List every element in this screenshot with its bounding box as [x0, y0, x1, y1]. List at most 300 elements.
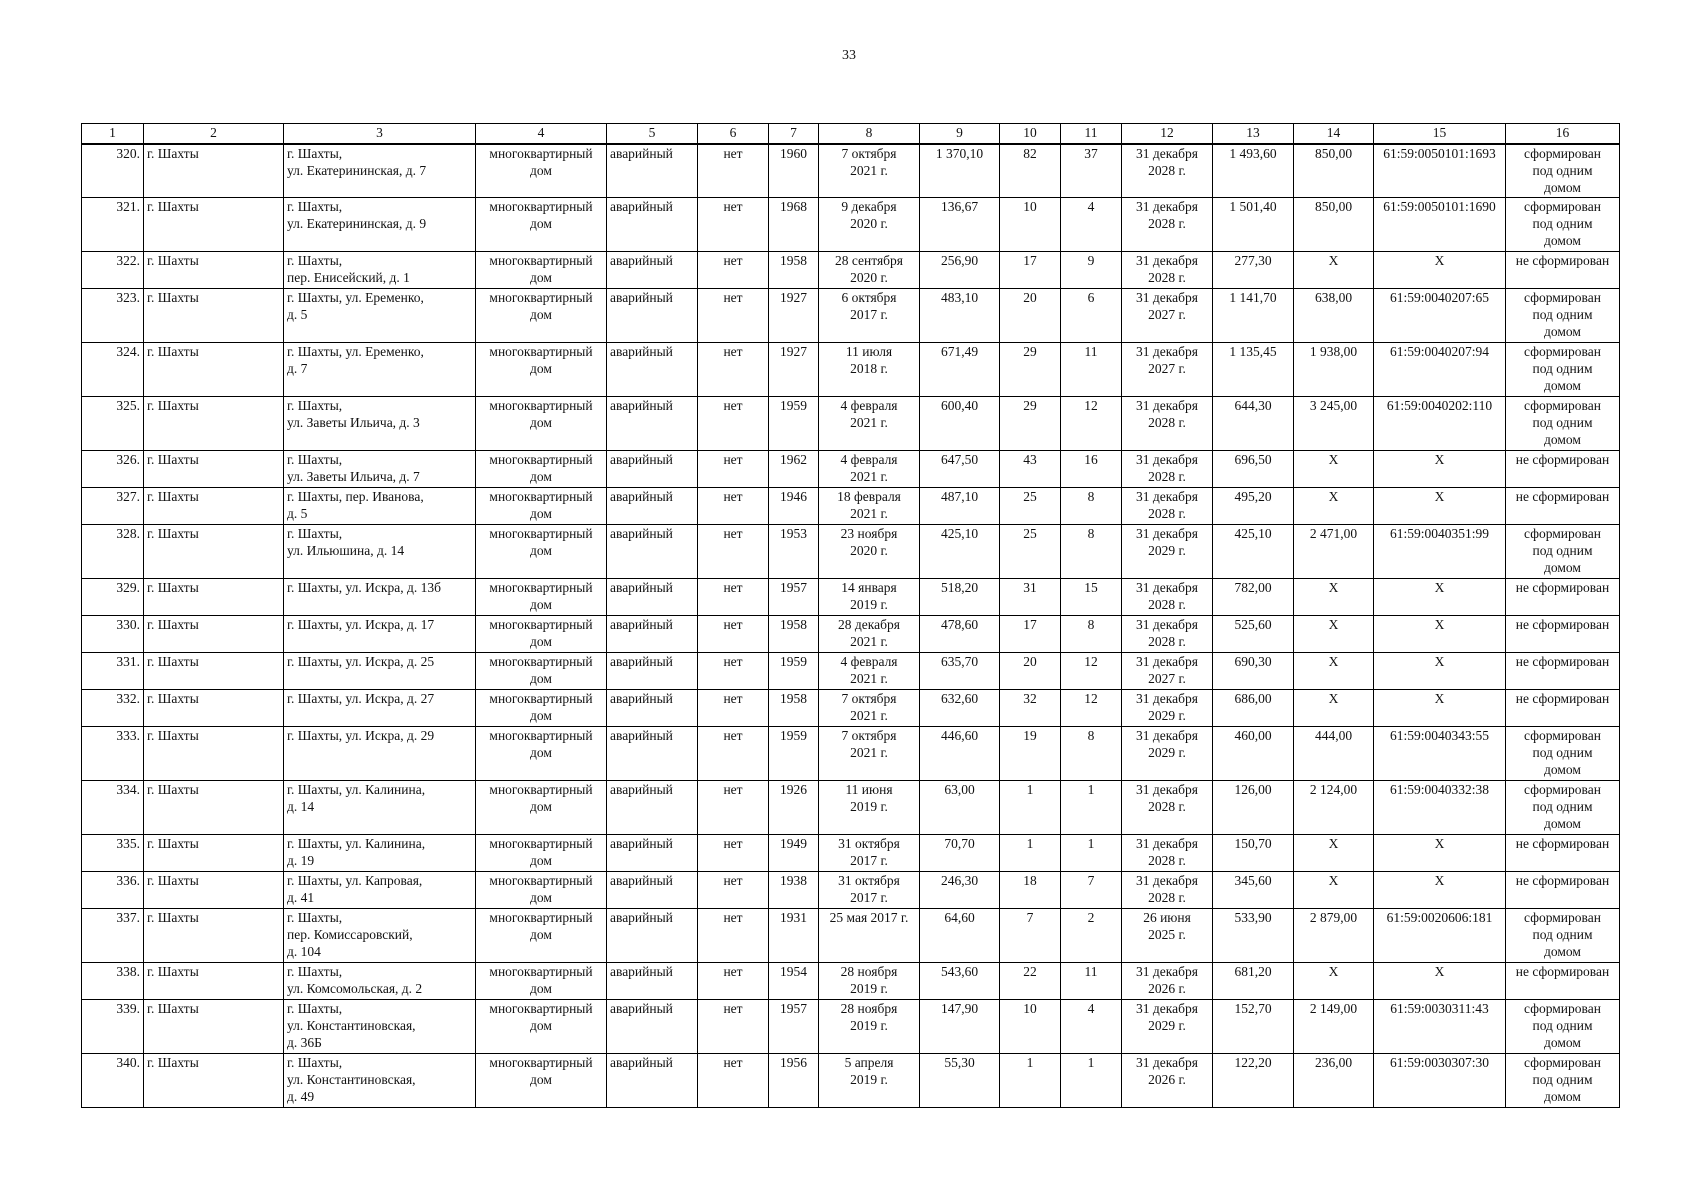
address-cell-line: д. 41	[287, 890, 315, 905]
land-status-cell-line: домом	[1544, 1089, 1581, 1104]
land-status-cell-line: сформирован	[1524, 290, 1601, 305]
year-cell: 1959	[769, 397, 819, 451]
area-cell: 543,60	[920, 963, 1000, 1000]
building-type-cell-line: дом	[530, 597, 552, 612]
area2-cell: 1 135,45	[1213, 343, 1294, 397]
deadline-cell	[1122, 289, 1213, 343]
area2-cell: 681,20	[1213, 963, 1294, 1000]
deadline-cell-line: 31 декабря	[1136, 782, 1198, 797]
building-type-cell	[476, 781, 607, 835]
address-cell	[284, 579, 476, 616]
address-cell-line: г. Шахты, ул. Калинина,	[287, 782, 426, 797]
land-status-cell-line: сформирован	[1524, 145, 1601, 161]
building-type-cell	[476, 690, 607, 727]
status-cell: аварийный	[607, 144, 698, 198]
row-number: 325.	[82, 397, 144, 451]
row-number: 329.	[82, 579, 144, 616]
premises-cell: 16	[1061, 451, 1122, 488]
city-cell: г. Шахты	[144, 525, 284, 579]
building-type-cell-line: дом	[530, 506, 552, 521]
deadline-cell-line: 31 декабря	[1136, 691, 1198, 706]
deadline-cell-line: 31 декабря	[1136, 836, 1198, 851]
deadline-cell	[1122, 1000, 1213, 1054]
address-cell	[284, 835, 476, 872]
cadastral-number-cell: 61:59:0030307:30	[1374, 1054, 1506, 1108]
status-cell: аварийный	[607, 1000, 698, 1054]
area2-cell: 1 493,60	[1213, 144, 1294, 198]
premises-cell: 8	[1061, 525, 1122, 579]
flag-cell: нет	[698, 252, 769, 289]
recognized-date-cell-line: 9 декабря	[841, 199, 897, 214]
cadastral-number-cell: X	[1374, 252, 1506, 289]
land-status-cell-line: не сформирован	[1515, 654, 1610, 669]
address-cell-line: г. Шахты,	[287, 398, 343, 413]
flag-cell: нет	[698, 1000, 769, 1054]
residents-cell: 1	[1000, 781, 1061, 835]
address-cell-line: пер. Комиссаровский,	[287, 927, 413, 942]
premises-cell: 12	[1061, 690, 1122, 727]
land-status-cell	[1506, 198, 1620, 252]
recognized-date-cell	[819, 616, 920, 653]
year-cell: 1926	[769, 781, 819, 835]
land-area-cell: X	[1294, 252, 1374, 289]
land-status-cell-line: сформирован	[1524, 1055, 1601, 1070]
building-type-cell	[476, 909, 607, 963]
recognized-date-cell-line: 2020 г.	[850, 270, 888, 285]
building-type-cell	[476, 343, 607, 397]
building-type-cell-line: дом	[530, 634, 552, 649]
flag-cell: нет	[698, 1054, 769, 1108]
flag-cell: нет	[698, 144, 769, 198]
cadastral-number-cell: 61:59:0040351:99	[1374, 525, 1506, 579]
recognized-date-cell	[819, 909, 920, 963]
address-cell-line: ул. Комсомольская, д. 2	[287, 981, 423, 996]
row-number: 338.	[82, 963, 144, 1000]
deadline-cell-line: 31 декабря	[1136, 489, 1198, 504]
land-status-cell	[1506, 727, 1620, 781]
premises-cell: 4	[1061, 198, 1122, 252]
recognized-date-cell-line: 2019 г.	[850, 1072, 888, 1087]
table-row	[82, 1054, 1620, 1108]
recognized-date-cell	[819, 252, 920, 289]
land-status-cell-line: домом	[1544, 1035, 1581, 1050]
status-cell: аварийный	[607, 525, 698, 579]
deadline-cell-line: 31 декабря	[1136, 1001, 1198, 1016]
recognized-date-cell-line: 2020 г.	[850, 543, 888, 558]
land-status-cell-line: домом	[1544, 432, 1581, 447]
address-cell	[284, 488, 476, 525]
flag-cell: нет	[698, 690, 769, 727]
building-type-cell	[476, 872, 607, 909]
land-area-cell: X	[1294, 963, 1374, 1000]
deadline-cell-line: 2028 г.	[1148, 506, 1186, 521]
premises-cell: 8	[1061, 727, 1122, 781]
row-number: 331.	[82, 653, 144, 690]
cadastral-number-cell: X	[1374, 835, 1506, 872]
premises-cell: 11	[1061, 963, 1122, 1000]
building-type-cell	[476, 835, 607, 872]
recognized-date-cell-line: 2021 г.	[850, 745, 888, 760]
area-cell: 632,60	[920, 690, 1000, 727]
building-type-cell	[476, 397, 607, 451]
status-cell: аварийный	[607, 963, 698, 1000]
land-area-cell: X	[1294, 835, 1374, 872]
recognized-date-cell-line: 5 апреля	[844, 1055, 894, 1070]
address-cell-line: ул. Заветы Ильича, д. 7	[287, 469, 420, 484]
building-type-cell-line: дом	[530, 927, 552, 942]
recognized-date-cell	[819, 727, 920, 781]
deadline-cell	[1122, 397, 1213, 451]
deadline-cell-line: 2027 г.	[1148, 361, 1186, 376]
row-number: 339.	[82, 1000, 144, 1054]
row-number: 335.	[82, 835, 144, 872]
building-type-cell-line: многоквартирный	[489, 580, 593, 595]
deadline-cell	[1122, 909, 1213, 963]
column-header-7: 7	[769, 124, 819, 144]
deadline-cell-line: 31 декабря	[1136, 580, 1198, 595]
status-cell: аварийный	[607, 616, 698, 653]
address-cell	[284, 1000, 476, 1054]
land-area-cell: 2 124,00	[1294, 781, 1374, 835]
row-number: 333.	[82, 727, 144, 781]
address-cell	[284, 252, 476, 289]
address-cell-line: г. Шахты, ул. Капровая,	[287, 873, 423, 888]
land-area-cell: 3 245,00	[1294, 397, 1374, 451]
address-cell-line: г. Шахты, ул. Искра, д. 27	[287, 691, 435, 706]
land-status-cell-line: сформирован	[1524, 910, 1601, 925]
premises-cell: 4	[1061, 1000, 1122, 1054]
year-cell: 1959	[769, 727, 819, 781]
row-number: 320.	[82, 144, 144, 198]
building-type-cell-line: дом	[530, 1018, 552, 1033]
cadastral-number-cell: 61:59:0040332:38	[1374, 781, 1506, 835]
residents-cell: 1	[1000, 835, 1061, 872]
address-cell-line: г. Шахты,	[287, 1001, 343, 1016]
building-type-cell	[476, 198, 607, 252]
address-cell-line: г. Шахты, ул. Еременко,	[287, 290, 424, 305]
address-cell-line: д. 104	[287, 944, 321, 959]
cadastral-number-cell: 61:59:0040207:94	[1374, 343, 1506, 397]
column-header-3: 3	[284, 124, 476, 144]
residents-cell: 25	[1000, 525, 1061, 579]
recognized-date-cell-line: 18 февраля	[837, 489, 901, 504]
deadline-cell-line: 2028 г.	[1148, 853, 1186, 868]
recognized-date-cell-line: 28 ноября	[840, 964, 898, 979]
year-cell: 1957	[769, 1000, 819, 1054]
recognized-date-cell-line: 2019 г.	[850, 799, 888, 814]
area-cell: 136,67	[920, 198, 1000, 252]
flag-cell: нет	[698, 616, 769, 653]
recognized-date-cell-line: 7 октября	[841, 728, 897, 743]
row-number: 334.	[82, 781, 144, 835]
deadline-cell-line: 2028 г.	[1148, 597, 1186, 612]
year-cell: 1949	[769, 835, 819, 872]
table-row	[82, 835, 1620, 872]
deadline-cell-line: 2027 г.	[1148, 671, 1186, 686]
recognized-date-cell-line: 31 октября	[838, 836, 900, 851]
land-status-cell	[1506, 1054, 1620, 1108]
residents-cell: 29	[1000, 397, 1061, 451]
deadline-cell-line: 31 декабря	[1136, 452, 1198, 467]
recognized-date-cell-line: 28 декабря	[838, 617, 900, 632]
table-row	[82, 397, 1620, 451]
land-status-cell	[1506, 289, 1620, 343]
deadline-cell-line: 31 декабря	[1136, 617, 1198, 632]
area2-cell: 460,00	[1213, 727, 1294, 781]
building-type-cell-line: многоквартирный	[489, 617, 593, 632]
year-cell: 1946	[769, 488, 819, 525]
city-cell: г. Шахты	[144, 909, 284, 963]
deadline-cell	[1122, 690, 1213, 727]
building-type-cell	[476, 963, 607, 1000]
recognized-date-cell-line: 2017 г.	[850, 890, 888, 905]
deadline-cell-line: 31 декабря	[1136, 873, 1198, 888]
residents-cell: 29	[1000, 343, 1061, 397]
area-cell: 600,40	[920, 397, 1000, 451]
building-type-cell-line: многоквартирный	[489, 1055, 593, 1070]
premises-cell: 8	[1061, 488, 1122, 525]
building-type-cell	[476, 525, 607, 579]
year-cell: 1958	[769, 252, 819, 289]
area2-cell: 425,10	[1213, 525, 1294, 579]
row-number: 324.	[82, 343, 144, 397]
building-type-cell-line: многоквартирный	[489, 526, 593, 541]
table-row	[82, 144, 1620, 198]
area-cell: 478,60	[920, 616, 1000, 653]
building-type-cell-line: многоквартирный	[489, 964, 593, 979]
status-cell: аварийный	[607, 579, 698, 616]
year-cell: 1957	[769, 579, 819, 616]
land-status-cell-line: домом	[1544, 179, 1581, 195]
building-type-cell-line: дом	[530, 216, 552, 231]
building-type-cell-line: многоквартирный	[489, 290, 593, 305]
building-type-cell	[476, 1000, 607, 1054]
recognized-date-cell-line: 2019 г.	[850, 1018, 888, 1033]
status-cell: аварийный	[607, 289, 698, 343]
building-type-cell	[476, 451, 607, 488]
building-type-cell-line: дом	[530, 708, 552, 723]
area-cell: 671,49	[920, 343, 1000, 397]
city-cell: г. Шахты	[144, 451, 284, 488]
deadline-cell-line: 31 декабря	[1136, 398, 1198, 413]
deadline-cell	[1122, 451, 1213, 488]
land-area-cell: 2 471,00	[1294, 525, 1374, 579]
table-row	[82, 690, 1620, 727]
recognized-date-cell-line: 28 ноября	[840, 1001, 898, 1016]
recognized-date-cell	[819, 835, 920, 872]
land-status-cell-line: домом	[1544, 944, 1581, 959]
address-cell	[284, 690, 476, 727]
status-cell: аварийный	[607, 451, 698, 488]
residents-cell: 10	[1000, 198, 1061, 252]
address-cell	[284, 909, 476, 963]
land-area-cell: X	[1294, 579, 1374, 616]
deadline-cell	[1122, 781, 1213, 835]
year-cell: 1968	[769, 198, 819, 252]
land-status-cell-line: сформирован	[1524, 782, 1601, 797]
city-cell: г. Шахты	[144, 727, 284, 781]
flag-cell: нет	[698, 727, 769, 781]
year-cell: 1953	[769, 525, 819, 579]
land-status-cell-line: под одним	[1532, 543, 1593, 558]
flag-cell: нет	[698, 963, 769, 1000]
row-number: 321.	[82, 198, 144, 252]
year-cell: 1931	[769, 909, 819, 963]
building-type-cell-line: многоквартирный	[489, 691, 593, 706]
area-cell: 446,60	[920, 727, 1000, 781]
deadline-cell	[1122, 525, 1213, 579]
address-cell-line: г. Шахты, ул. Еременко,	[287, 344, 424, 359]
cadastral-number-cell: 61:59:0050101:1693	[1374, 144, 1506, 198]
land-status-cell-line: под одним	[1532, 1072, 1593, 1087]
year-cell: 1958	[769, 690, 819, 727]
residents-cell: 20	[1000, 289, 1061, 343]
year-cell: 1960	[769, 144, 819, 198]
premises-cell: 1	[1061, 835, 1122, 872]
city-cell: г. Шахты	[144, 1000, 284, 1054]
land-area-cell: X	[1294, 653, 1374, 690]
land-status-cell-line: не сформирован	[1515, 617, 1610, 632]
table-row	[82, 198, 1620, 252]
building-type-cell-line: дом	[530, 415, 552, 430]
land-status-cell-line: под одним	[1532, 162, 1593, 178]
land-area-cell: 1 938,00	[1294, 343, 1374, 397]
status-cell: аварийный	[607, 198, 698, 252]
deadline-cell-line: 31 декабря	[1136, 526, 1198, 541]
flag-cell: нет	[698, 525, 769, 579]
land-area-cell: X	[1294, 616, 1374, 653]
table-row	[82, 616, 1620, 653]
address-cell	[284, 144, 476, 198]
building-type-cell-line: многоквартирный	[489, 728, 593, 743]
area-cell: 635,70	[920, 653, 1000, 690]
area-cell: 518,20	[920, 579, 1000, 616]
row-number: 330.	[82, 616, 144, 653]
recognized-date-cell	[819, 872, 920, 909]
table-row	[82, 289, 1620, 343]
deadline-cell	[1122, 835, 1213, 872]
land-status-cell-line: не сформирован	[1515, 452, 1610, 467]
address-cell-line: ул. Ильюшина, д. 14	[287, 543, 405, 558]
building-type-cell-line: дом	[530, 270, 552, 285]
land-status-cell-line: домом	[1544, 560, 1581, 575]
recognized-date-cell-line: 2019 г.	[850, 981, 888, 996]
deadline-cell-line: 2025 г.	[1148, 927, 1186, 942]
building-type-cell-line: многоквартирный	[489, 654, 593, 669]
building-type-cell-line: дом	[530, 162, 552, 178]
building-type-cell-line: дом	[530, 1072, 552, 1087]
land-area-cell: 2 149,00	[1294, 1000, 1374, 1054]
building-type-cell-line: дом	[530, 671, 552, 686]
address-cell	[284, 289, 476, 343]
land-status-cell-line: под одним	[1532, 799, 1593, 814]
deadline-cell	[1122, 144, 1213, 198]
deadline-cell-line: 2028 г.	[1148, 634, 1186, 649]
building-type-cell	[476, 616, 607, 653]
column-header-6: 6	[698, 124, 769, 144]
land-status-cell-line: не сформирован	[1515, 580, 1610, 595]
deadline-cell-line: 31 декабря	[1136, 728, 1198, 743]
table-row	[82, 252, 1620, 289]
building-type-cell	[476, 144, 607, 198]
status-cell: аварийный	[607, 343, 698, 397]
residents-cell: 25	[1000, 488, 1061, 525]
deadline-cell-line: 2027 г.	[1148, 307, 1186, 322]
address-cell-line: д. 36Б	[287, 1035, 322, 1050]
area-cell: 1 370,10	[920, 144, 1000, 198]
recognized-date-cell-line: 4 февраля	[840, 654, 898, 669]
column-header-10: 10	[1000, 124, 1061, 144]
status-cell: аварийный	[607, 1054, 698, 1108]
deadline-cell-line: 2028 г.	[1148, 799, 1186, 814]
city-cell: г. Шахты	[144, 1054, 284, 1108]
column-header-1: 1	[82, 124, 144, 144]
land-status-cell-line: под одним	[1532, 927, 1593, 942]
housing-registry-table	[81, 123, 1620, 1108]
building-type-cell-line: дом	[530, 469, 552, 484]
deadline-cell	[1122, 872, 1213, 909]
building-type-cell-line: многоквартирный	[489, 145, 593, 161]
deadline-cell-line: 31 декабря	[1136, 145, 1198, 161]
table-row	[82, 781, 1620, 835]
table-row	[82, 872, 1620, 909]
land-status-cell-line: сформирован	[1524, 728, 1601, 743]
premises-cell: 6	[1061, 289, 1122, 343]
recognized-date-cell	[819, 343, 920, 397]
address-cell-line: г. Шахты, ул. Искра, д. 25	[287, 654, 435, 669]
column-header-11: 11	[1061, 124, 1122, 144]
deadline-cell	[1122, 198, 1213, 252]
deadline-cell	[1122, 343, 1213, 397]
premises-cell: 12	[1061, 397, 1122, 451]
address-cell	[284, 198, 476, 252]
land-area-cell: X	[1294, 690, 1374, 727]
area-cell: 425,10	[920, 525, 1000, 579]
status-cell: аварийный	[607, 653, 698, 690]
address-cell-line: д. 5	[287, 506, 308, 521]
year-cell: 1927	[769, 289, 819, 343]
cadastral-number-cell: X	[1374, 963, 1506, 1000]
land-status-cell-line: не сформирован	[1515, 253, 1610, 268]
city-cell: г. Шахты	[144, 781, 284, 835]
land-status-cell-line: сформирован	[1524, 344, 1601, 359]
recognized-date-cell	[819, 1000, 920, 1054]
recognized-date-cell	[819, 579, 920, 616]
residents-cell: 22	[1000, 963, 1061, 1000]
recognized-date-cell	[819, 781, 920, 835]
land-status-cell	[1506, 144, 1620, 198]
recognized-date-cell	[819, 451, 920, 488]
land-status-cell	[1506, 909, 1620, 963]
recognized-date-cell-line: 2017 г.	[850, 853, 888, 868]
recognized-date-cell-line: 2021 г.	[850, 634, 888, 649]
residents-cell: 10	[1000, 1000, 1061, 1054]
address-cell-line: г. Шахты,	[287, 526, 343, 541]
status-cell: аварийный	[607, 781, 698, 835]
residents-cell: 20	[1000, 653, 1061, 690]
cadastral-number-cell: 61:59:0040207:65	[1374, 289, 1506, 343]
building-type-cell-line: многоквартирный	[489, 344, 593, 359]
building-type-cell	[476, 488, 607, 525]
land-status-cell-line: домом	[1544, 762, 1581, 777]
recognized-date-cell-line: 11 июля	[845, 344, 893, 359]
recognized-date-cell-line: 6 октября	[841, 290, 897, 305]
cadastral-number-cell: X	[1374, 653, 1506, 690]
cadastral-number-cell: X	[1374, 616, 1506, 653]
flag-cell: нет	[698, 343, 769, 397]
recognized-date-cell-line: 2021 г.	[850, 469, 888, 484]
premises-cell: 37	[1061, 144, 1122, 198]
